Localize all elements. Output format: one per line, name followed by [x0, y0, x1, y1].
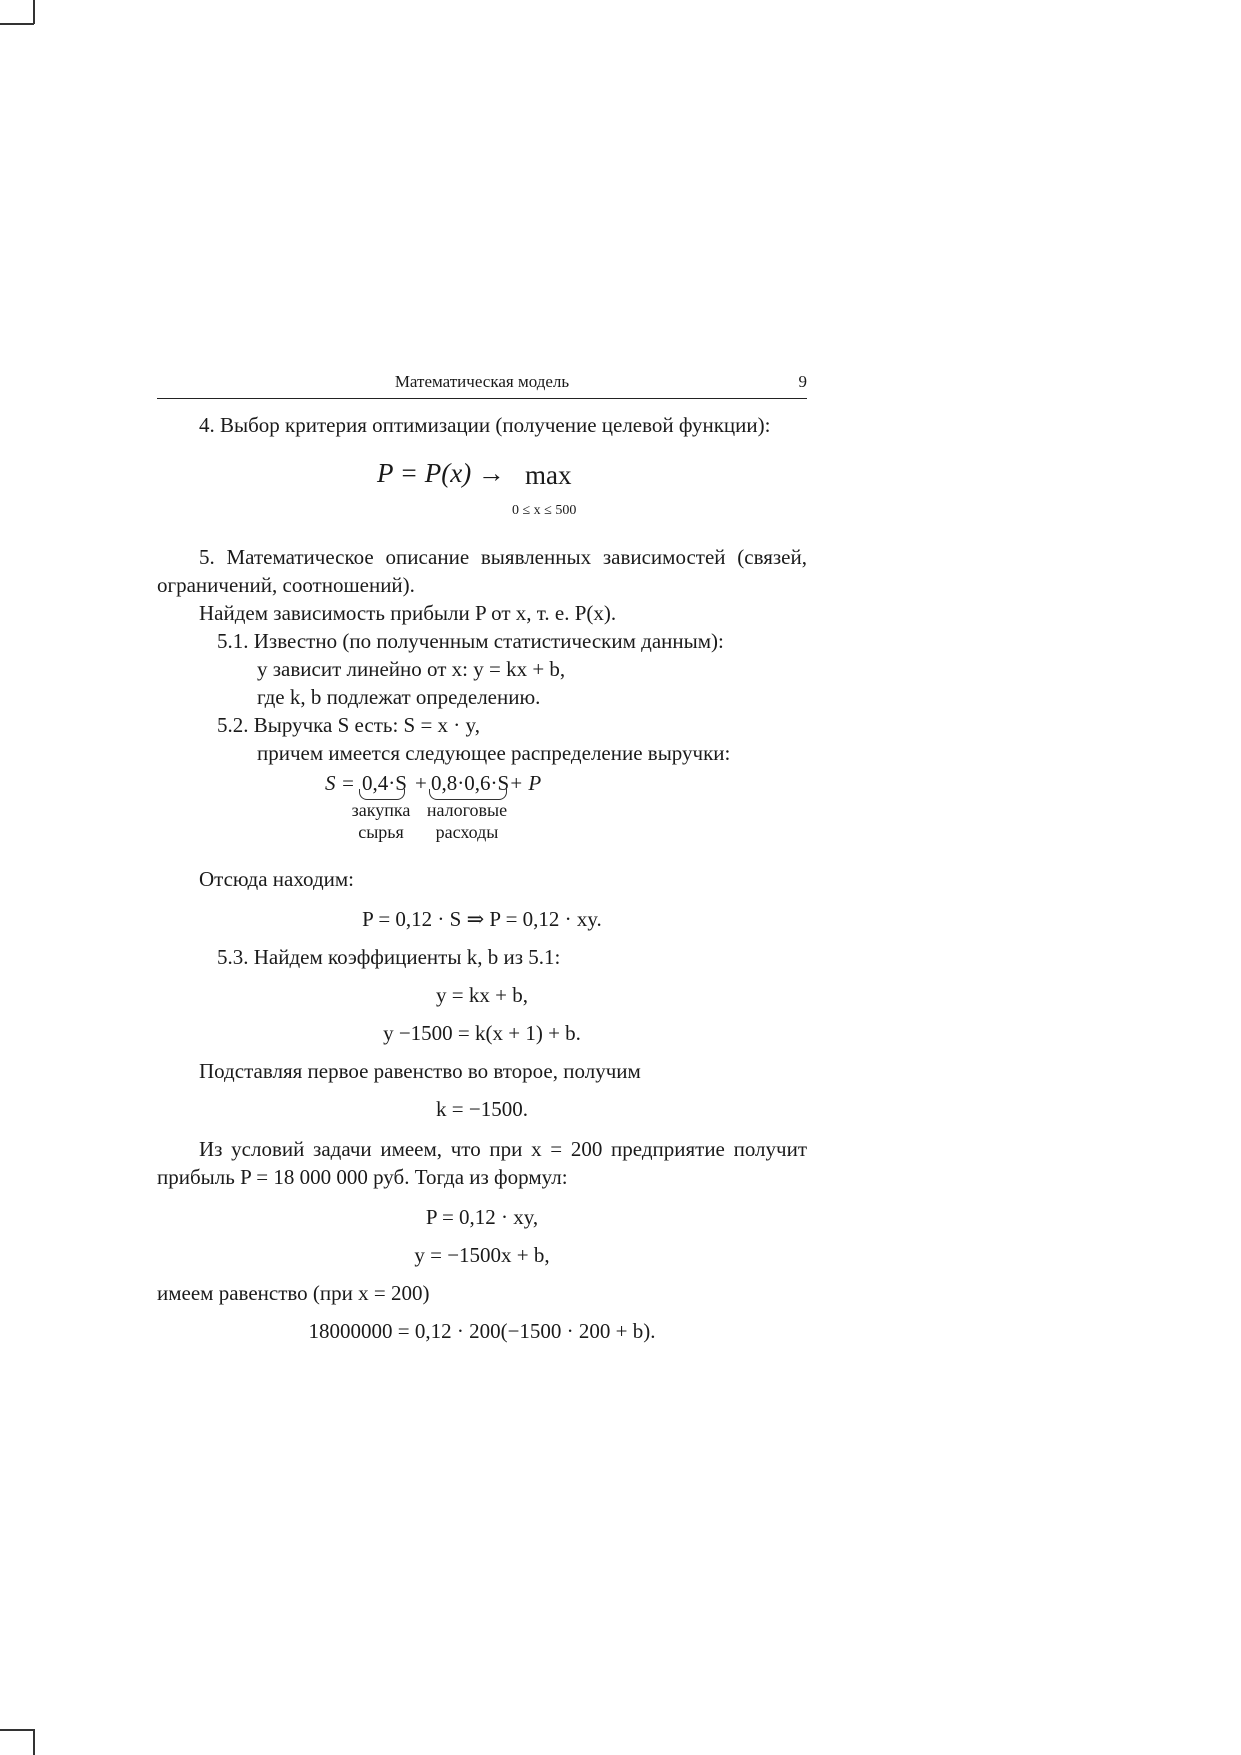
item-4-heading: 4. Выбор критерия оптимизации (получение целевой функции):	[199, 413, 771, 437]
crop-mark-bottom-vertical	[33, 1729, 35, 1755]
subsection-5-2: 5.2. Выручка S есть: S = x · y,	[217, 713, 480, 737]
equality-intro: имеем равенство (при x = 200)	[157, 1281, 430, 1305]
equation-final: 18000000 = 0,12 · 200(−1500 · 200 + b).	[308, 1319, 656, 1343]
equation-profit-2: P = 0,12 · xy,	[425, 1205, 539, 1229]
find-dependency: Найдем зависимость прибыли P от x, т. е. P(x).	[199, 601, 617, 625]
label-taxes	[419, 799, 515, 843]
subsection-5-3: 5.3. Найдем коэффициенты k, b из 5.1:	[217, 945, 561, 969]
label-taxes-line-1: налоговые	[426, 800, 508, 820]
crop-mark-bottom-horizontal	[0, 1729, 34, 1731]
running-header-title: Математическая модель	[394, 372, 570, 391]
page-body	[157, 411, 807, 1345]
objective-formula-lhs: P = P(x) →	[377, 458, 505, 488]
subsection-5-1: 5.1. Известно (по полученным статистическим данным):	[217, 629, 724, 653]
label-taxes-line-2: расходы	[435, 822, 499, 842]
conditions-paragraph: Из условий задачи имеем, что при x = 200 предприятие получит прибыль P = 18 000 000 руб. Тогда из формул:	[157, 1137, 807, 1189]
hence-text: Отсюда находим:	[199, 867, 354, 891]
subsection-5-1-line-a: y зависит линейно от x: y = kx + b,	[257, 657, 566, 681]
crop-mark-top-horizontal	[0, 23, 34, 25]
objective-formula-constraint: 0 ≤ x ≤ 500	[512, 503, 577, 518]
crop-mark-top-vertical	[33, 0, 35, 24]
dist-lhs: S =	[325, 771, 355, 795]
equation-y-1: y = kx + b,	[436, 983, 528, 1007]
page-number: 9	[798, 372, 807, 391]
objective-formula-max: max	[525, 460, 572, 490]
dist-term-2: 0,8·0,6·S	[431, 771, 510, 795]
dist-plus-1: +	[415, 771, 427, 795]
equation-y-2: y −1500 = k(x + 1) + b.	[383, 1021, 581, 1045]
item-5-heading: 5. Математическое описание выявленных зависимостей (связей, ограничений, соотношений).	[157, 545, 807, 597]
subsection-5-2-line-a: причем имеется следующее распределение выручки:	[257, 741, 731, 765]
equation-profit: P = 0,12 · S ⇒ P = 0,12 · xy.	[362, 907, 602, 931]
revenue-distribution-formula	[157, 769, 807, 845]
equation-k: k = −1500.	[436, 1097, 528, 1121]
objective-formula	[157, 455, 807, 518]
dist-plus-p: + P	[509, 771, 542, 795]
substitution-text: Подставляя первое равенство во второе, получим	[199, 1059, 641, 1083]
running-header	[157, 372, 807, 399]
equation-y-3: y = −1500x + b,	[414, 1243, 550, 1267]
subsection-5-1-line-b: где k, b подлежат определению.	[257, 685, 541, 709]
label-purchase-line-1: закупка	[351, 800, 411, 820]
label-purchase	[343, 799, 419, 843]
label-purchase-line-2: сырья	[358, 822, 404, 842]
dist-term-1: 0,4·S	[362, 771, 407, 795]
